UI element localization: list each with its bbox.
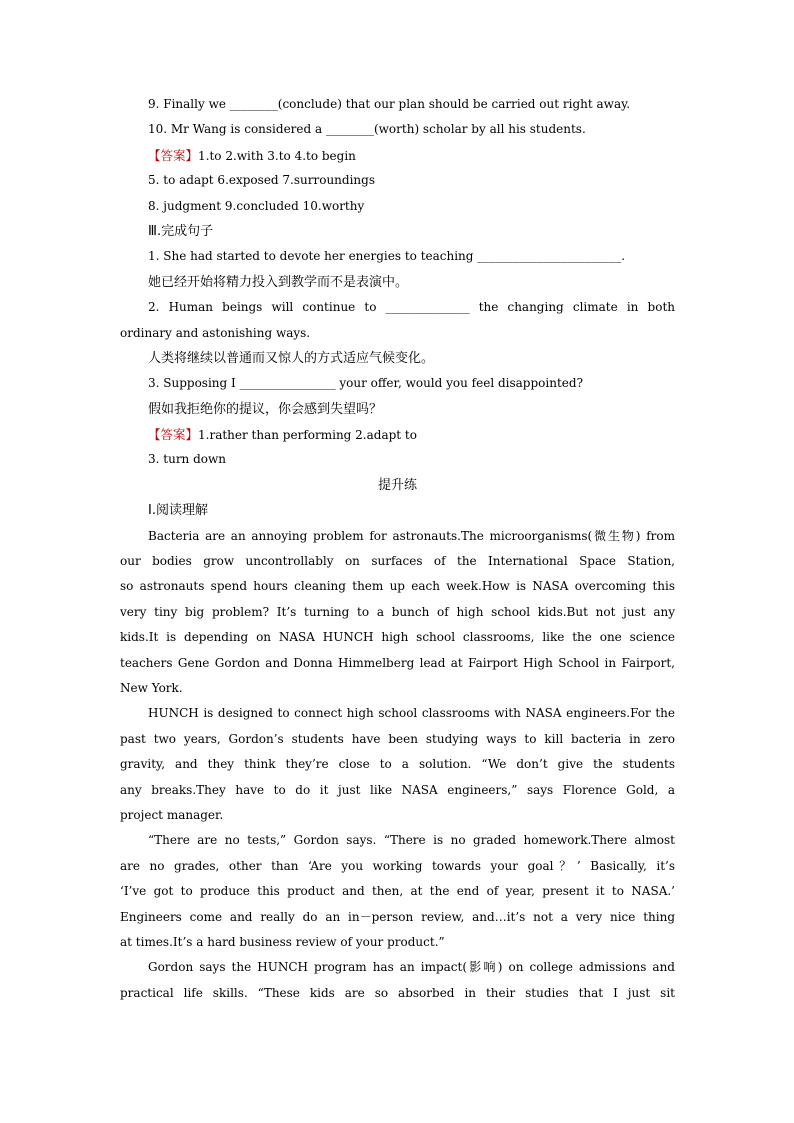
answer-tag: 【答案】 bbox=[148, 427, 199, 443]
paragraph-line: very tiny big problem? It’s turning to a bunch of high school kids.But not just any bbox=[120, 604, 675, 619]
sentence-item-2: 2. Human beings will continue to ______________ the changing climate in both bbox=[148, 300, 675, 315]
paragraph-line: teachers Gene Gordon and Donna Himmelberg lead at Fairport High School in Fairport, bbox=[120, 655, 675, 670]
paragraph-line: past two years, Gordon’s students have been studying ways to kill bacteria in zero bbox=[120, 731, 675, 746]
section-heading: Ⅲ.完成句子 bbox=[148, 223, 214, 239]
paragraph-line: are no grades, other than ‘Are you working towards your goal？’ Basically, it’s bbox=[120, 858, 675, 873]
answer-line: 3. turn down bbox=[148, 452, 226, 467]
paragraph-line: Bacteria are an annoying problem for astronauts.The microorganisms(微生物) from bbox=[148, 528, 675, 543]
answer-text: 1.to 2.with 3.to 4.to begin bbox=[198, 148, 356, 163]
reading-heading: Ⅰ.阅读理解 bbox=[148, 503, 208, 519]
exercise-item-10: 10. Mr Wang is considered a ________(worth) scholar by all his students. bbox=[148, 122, 586, 137]
sentence-item-2-cont: ordinary and astonishing ways. bbox=[120, 325, 311, 340]
paragraph-line: Engineers come and really do an in－person review, and…it’s not a very nice thing bbox=[120, 909, 675, 924]
answer-line bbox=[120, 143, 675, 168]
sentence-item-3: 3. Supposing I ________________ your offer, would you feel disappointed? bbox=[148, 376, 583, 391]
paragraph-line: ‘I’ve got to produce this product and then, at the end of year, present it to NASA.’ bbox=[120, 884, 675, 899]
paragraph-line: HUNCH is designed to connect high school classrooms with NASA engineers.For the bbox=[148, 706, 675, 721]
paragraph-line: gravity, and they think they’re close to a solution. “We don’t give the students bbox=[120, 757, 675, 772]
paragraph-line: any breaks.They have to do it just like NASA engineers,” says Florence Gold, a bbox=[120, 782, 675, 797]
paragraph-line: New York. bbox=[120, 680, 183, 695]
answer-text: 1.rather than performing 2.adapt to bbox=[198, 428, 417, 443]
paragraph-line: practical life skills. “These kids are so absorbed in their studies that I just sit bbox=[120, 985, 675, 1000]
document-page bbox=[120, 92, 675, 1006]
answer-tag: 【答案】 bbox=[148, 147, 199, 163]
reading-paragraph-3 bbox=[120, 828, 675, 955]
sentence-translation-3: 假如我拒绝你的提议，你会感到失望吗？ bbox=[148, 401, 383, 417]
section-title: 提升练 bbox=[377, 477, 417, 493]
sentence-translation-1: 她已经开始将精力投入到教学而不是表演中。 bbox=[148, 274, 409, 290]
answer-line bbox=[120, 422, 675, 447]
reading-paragraph-4 bbox=[120, 955, 675, 1006]
exercise-item-9: 9. Finally we ________(conclude) that our plan should be carried out right away. bbox=[148, 97, 631, 111]
paragraph-line: at times.It’s a hard business review of your product.” bbox=[120, 934, 445, 949]
sentence-item-1: 1. She had started to devote her energies to teaching ________________________. bbox=[148, 249, 626, 264]
answer-line: 8. judgment 9.concluded 10.worthy bbox=[148, 198, 365, 213]
paragraph-line: “There are no tests,” Gordon says. “There is no graded homework.There almost bbox=[148, 833, 675, 848]
paragraph-line: kids.It is depending on NASA HUNCH high school classrooms, like the one science bbox=[120, 630, 675, 645]
reading-paragraph-1 bbox=[120, 524, 675, 702]
paragraph-line: our bodies grow uncontrollably on surfaces of the International Space Station, bbox=[120, 554, 675, 569]
paragraph-line: Gordon says the HUNCH program has an impact(影响) on college admissions and bbox=[148, 960, 675, 975]
answer-line: 5. to adapt 6.exposed 7.surroundings bbox=[148, 173, 375, 188]
paragraph-line: project manager. bbox=[120, 807, 224, 822]
sentence-translation-2: 人类将继续以普通而又惊人的方式适应气候变化。 bbox=[148, 350, 435, 366]
reading-paragraph-2 bbox=[120, 701, 675, 828]
paragraph-line: so astronauts spend hours cleaning them up each week.How is NASA overcoming this bbox=[120, 579, 675, 594]
